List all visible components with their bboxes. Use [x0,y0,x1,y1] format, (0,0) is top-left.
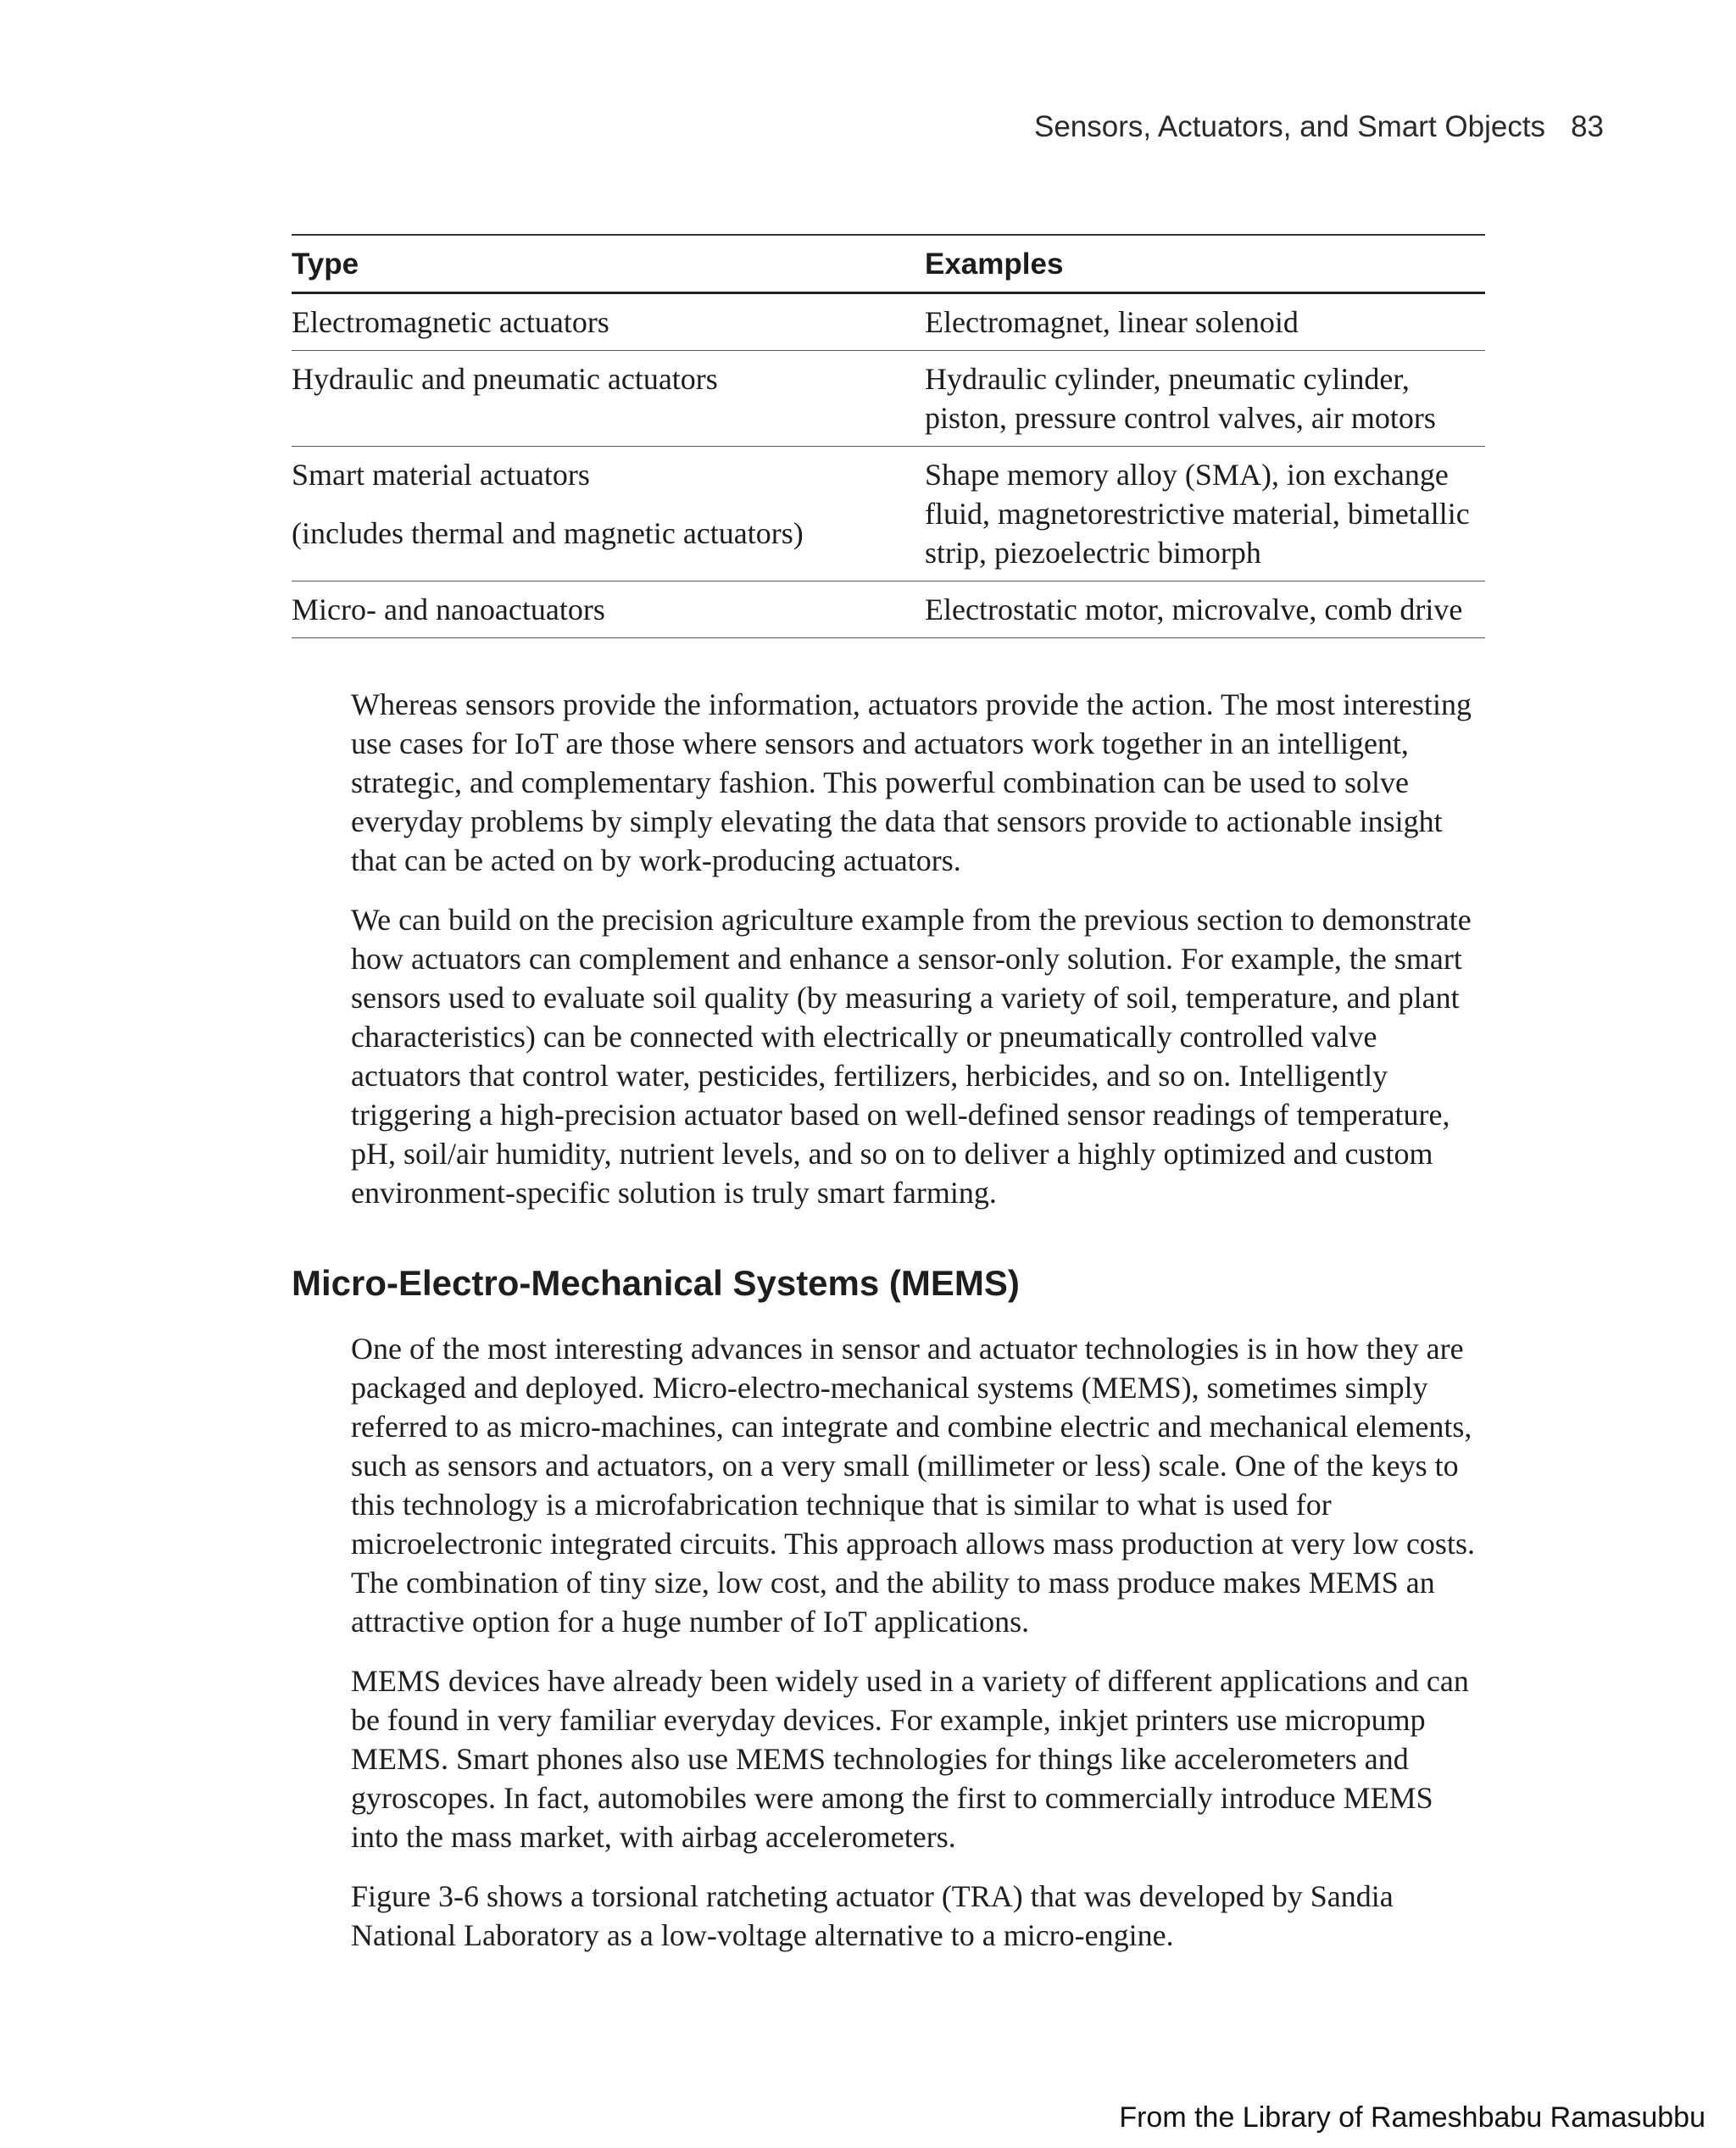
table-row [292,351,1485,447]
cell-type [292,293,925,351]
table-row [292,293,1485,351]
table-header-row [292,235,1485,293]
paragraph: Figure 3-6 shows a torsional ratcheting actuator (TRA) that was developed by Sandia National Laboratory as a low-voltage alternative to a micro-engine. [351,1879,1394,1952]
paragraph: Whereas sensors provide the information, actuators provide the action. The most interesting use cases for IoT are those where sensors and actuators work together in an intelligent, strategic, and complementary fashion. This powerful combination can be used to solve everyday problems by simply elevating the data that sensors provide to actionable insight that can be acted on by work-producing actuators. [351,687,1472,877]
paragraph: We can build on the precision agriculture example from the previous section to demonstrate how actuators can complement and enhance a sensor-only solution. For example, the smart sensors used to evaluate soil quality (by measuring a variety of soil, temperature, and plant characteristics) can be connected with electrically or pneumatically controlled valve actuators that control water, pesticides, fertilizers, herbicides, and so on. Intelligently triggering a high-precision actuator based on well-defined sensor readings of temperature, pH, soil/air humidity, nutrient levels, and so on to deliver a highly optimized and custom environment-specific solution is truly smart farming. [351,903,1472,1210]
type-label: Electromagnetic actuators [292,305,609,339]
column-header-type: Type [292,235,925,293]
page-number: 83 [1571,110,1604,143]
paragraph: MEMS devices have already been widely used in a variety of different applications and can be found in very familiar everyday devices. For example, inkjet printers use micropump MEMS. Smart phones also use MEMS technologies for things like accelerometers and gyroscopes. In fact, automobiles were among the first to commercially introduce MEMS into the mass market, with airbag accelerometers. [351,1664,1469,1854]
cell-type [292,351,925,447]
type-label: Micro- and nanoactuators [292,593,605,626]
body-text-lower [351,1329,1487,1975]
table-row [292,582,1485,638]
type-label: Smart material actuators [292,458,590,492]
library-footer: From the Library of Rameshbabu Ramasubbu [1119,2101,1705,2134]
cell-type [292,447,925,582]
paragraph: One of the most interesting advances in sensor and actuator technologies is in how they are packaged and deployed. Micro-electro-mechanical systems (MEMS), sometimes simply referred to as micro-machines, can integrate and combine electric and mechanical elements, such as sensors and actuators, on a very small (millimeter or less) scale. One of the keys to this technology is a microfabrication technique that is similar to what is used for microelectronic integrated circuits. This approach allows mass production at very low costs. The combination of tiny size, low cost, and the ability to mass produce makes MEMS an attractive option for a huge number of IoT applications. [351,1332,1475,1639]
section-heading: Micro-Electro-Mechanical Systems (MEMS) [292,1263,1020,1303]
table-row [292,447,1485,582]
cell-examples: Electrostatic motor, microvalve, comb drive [925,582,1485,638]
type-note: (includes thermal and magnetic actuators) [292,516,804,550]
cell-examples: Hydraulic cylinder, pneumatic cylinder, piston, pressure control valves, air motors [925,351,1485,447]
running-header [1034,110,1604,144]
cell-examples: Electromagnet, linear solenoid [925,293,1485,351]
body-text-upper [351,685,1487,1233]
type-label: Hydraulic and pneumatic actuators [292,362,718,396]
running-title: Sensors, Actuators, and Smart Objects [1034,110,1546,143]
column-header-examples: Examples [925,235,1485,293]
actuator-types-table [292,234,1485,638]
table [292,234,1485,638]
cell-type [292,582,925,638]
cell-examples: Shape memory alloy (SMA), ion exchange fluid, magnetorestrictive material, bimetallic strip, piezoelectric bimorph [925,447,1485,582]
